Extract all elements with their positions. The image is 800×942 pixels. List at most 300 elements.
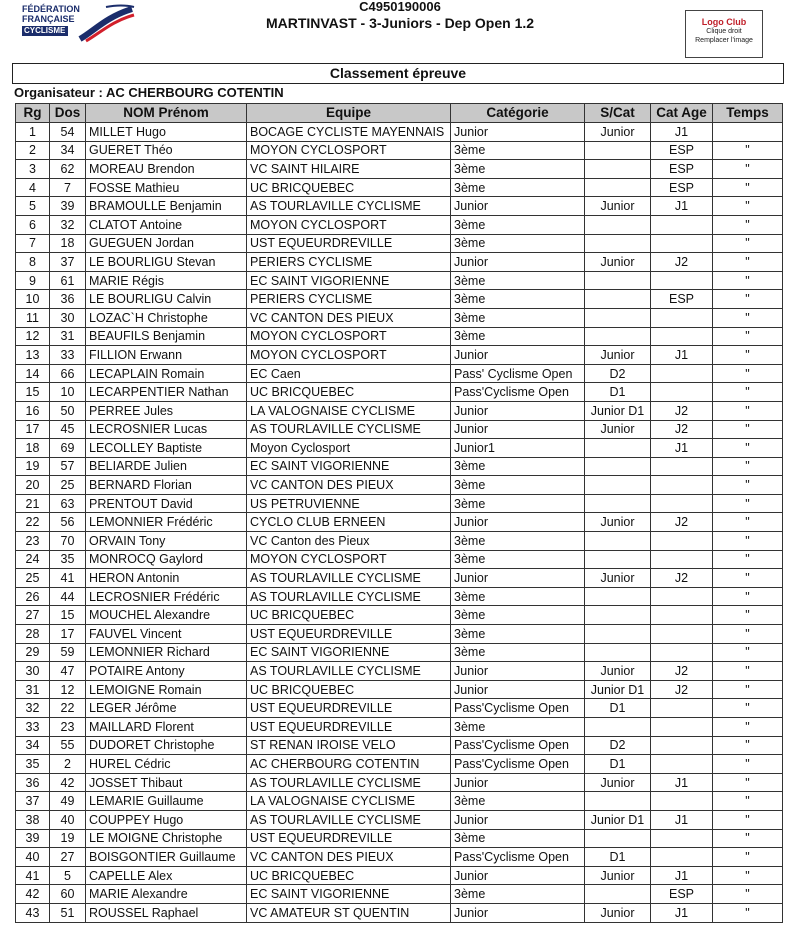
table-row [16, 494, 783, 513]
race-reference: C4950190006 [359, 0, 441, 14]
cell-scat [585, 718, 651, 737]
cell-categorie: 3ème [451, 718, 585, 737]
cell-dos: 23 [50, 718, 86, 737]
cell-categorie: 3ème [451, 290, 585, 309]
cell-catage [651, 383, 713, 402]
cell-temps: " [713, 718, 783, 737]
cell-equipe: EC SAINT VIGORIENNE [247, 457, 451, 476]
cell-categorie: Junior [451, 346, 585, 365]
table-row [16, 680, 783, 699]
table-row [16, 457, 783, 476]
cell-catage [651, 718, 713, 737]
cell-scat: D2 [585, 364, 651, 383]
cell-categorie: 3ème [451, 643, 585, 662]
cell-temps [713, 123, 783, 142]
cell-catage: J2 [651, 569, 713, 588]
cell-scat: D1 [585, 848, 651, 867]
cell-equipe: VC CANTON DES PIEUX [247, 476, 451, 495]
cell-equipe: AS TOURLAVILLE CYCLISME [247, 420, 451, 439]
cell-equipe: PERIERS CYCLISME [247, 290, 451, 309]
table-row [16, 587, 783, 606]
cell-nom: BERNARD Florian [86, 476, 247, 495]
cell-scat: Junior [585, 773, 651, 792]
cell-nom: BEAUFILS Benjamin [86, 327, 247, 346]
cell-temps: " [713, 848, 783, 867]
cell-scat: D1 [585, 383, 651, 402]
cell-temps: " [713, 699, 783, 718]
table-row [16, 569, 783, 588]
cell-catage [651, 327, 713, 346]
cell-scat [585, 141, 651, 160]
cell-nom: MOREAU Brendon [86, 160, 247, 179]
cell-catage [651, 550, 713, 569]
cell-scat: D2 [585, 736, 651, 755]
cell-catage [651, 755, 713, 774]
cell-catage [651, 625, 713, 644]
cell-dos: 54 [50, 123, 86, 142]
table-row [16, 346, 783, 365]
cell-scat [585, 606, 651, 625]
cell-dos: 63 [50, 494, 86, 513]
cell-dos: 33 [50, 346, 86, 365]
cell-rg: 10 [16, 290, 50, 309]
cell-catage: J2 [651, 401, 713, 420]
cell-dos: 55 [50, 736, 86, 755]
cell-categorie: Pass'Cyclisme Open [451, 736, 585, 755]
cell-rg: 29 [16, 643, 50, 662]
cell-dos: 22 [50, 699, 86, 718]
cell-temps: " [713, 494, 783, 513]
cell-temps: " [713, 439, 783, 458]
cell-dos: 66 [50, 364, 86, 383]
cell-catage: J2 [651, 253, 713, 272]
cell-nom: MILLET Hugo [86, 123, 247, 142]
cell-categorie: 3ème [451, 178, 585, 197]
cell-equipe: UC BRICQUEBEC [247, 383, 451, 402]
cell-scat [585, 643, 651, 662]
cell-rg: 23 [16, 532, 50, 551]
cell-scat: Junior [585, 903, 651, 922]
cell-scat: Junior [585, 197, 651, 216]
cell-rg: 22 [16, 513, 50, 532]
column-header-rg: Rg [16, 104, 50, 123]
cell-equipe: PERIERS CYCLISME [247, 253, 451, 272]
cell-categorie: Junior [451, 253, 585, 272]
table-row [16, 643, 783, 662]
cell-temps: " [713, 792, 783, 811]
cell-dos: 10 [50, 383, 86, 402]
ffc-logo-line1: FÉDÉRATION [22, 4, 80, 14]
table-row [16, 383, 783, 402]
table-row [16, 197, 783, 216]
cell-rg: 38 [16, 810, 50, 829]
cell-equipe: UST EQUEURDREVILLE [247, 829, 451, 848]
cell-dos: 30 [50, 308, 86, 327]
cell-nom: FOSSE Mathieu [86, 178, 247, 197]
cell-categorie: Pass'Cyclisme Open [451, 848, 585, 867]
cell-nom: BELIARDE Julien [86, 457, 247, 476]
cell-catage: J2 [651, 513, 713, 532]
cell-dos: 12 [50, 680, 86, 699]
cell-catage: J1 [651, 439, 713, 458]
cell-categorie: 3ème [451, 327, 585, 346]
cell-rg: 30 [16, 662, 50, 681]
cell-equipe: AS TOURLAVILLE CYCLISME [247, 773, 451, 792]
cell-rg: 7 [16, 234, 50, 253]
cell-nom: LEMONNIER Frédéric [86, 513, 247, 532]
cell-nom: LECOLLEY Baptiste [86, 439, 247, 458]
table-row [16, 625, 783, 644]
cell-catage [651, 308, 713, 327]
cell-nom: FILLION Erwann [86, 346, 247, 365]
cell-nom: MOUCHEL Alexandre [86, 606, 247, 625]
cell-categorie: 3ème [451, 215, 585, 234]
cell-rg: 17 [16, 420, 50, 439]
cell-dos: 40 [50, 810, 86, 829]
cell-equipe: MOYON CYCLOSPORT [247, 215, 451, 234]
cell-nom: COUPPEY Hugo [86, 810, 247, 829]
cell-equipe: MOYON CYCLOSPORT [247, 327, 451, 346]
cell-equipe: MOYON CYCLOSPORT [247, 346, 451, 365]
table-row [16, 699, 783, 718]
cell-scat [585, 532, 651, 551]
cell-scat [585, 494, 651, 513]
table-row [16, 476, 783, 495]
cell-temps: " [713, 364, 783, 383]
cell-rg: 27 [16, 606, 50, 625]
cell-dos: 41 [50, 569, 86, 588]
club-logo-title: Logo Club [701, 17, 747, 27]
cell-categorie: 3ème [451, 308, 585, 327]
table-row [16, 848, 783, 867]
cell-rg: 14 [16, 364, 50, 383]
cell-categorie: 3ème [451, 625, 585, 644]
table-row [16, 829, 783, 848]
table-row [16, 290, 783, 309]
cell-nom: MARIE Régis [86, 271, 247, 290]
cell-dos: 70 [50, 532, 86, 551]
cell-catage [651, 792, 713, 811]
cell-rg: 13 [16, 346, 50, 365]
cell-equipe: CYCLO CLUB ERNEEN [247, 513, 451, 532]
cell-categorie: Pass'Cyclisme Open [451, 699, 585, 718]
cell-catage [651, 364, 713, 383]
cell-dos: 69 [50, 439, 86, 458]
cell-catage [651, 587, 713, 606]
cell-catage [651, 699, 713, 718]
cell-temps: " [713, 755, 783, 774]
table-row [16, 253, 783, 272]
cell-equipe: BOCAGE CYCLISTE MAYENNAIS [247, 123, 451, 142]
table-row [16, 178, 783, 197]
cell-catage: J1 [651, 810, 713, 829]
table-row [16, 141, 783, 160]
cell-scat [585, 476, 651, 495]
cell-temps: " [713, 346, 783, 365]
cell-nom: LEGER Jérôme [86, 699, 247, 718]
table-row [16, 903, 783, 922]
cell-temps: " [713, 420, 783, 439]
cell-catage [651, 215, 713, 234]
cell-nom: LE BOURLIGU Calvin [86, 290, 247, 309]
cell-temps: " [713, 773, 783, 792]
table-row [16, 160, 783, 179]
cell-dos: 7 [50, 178, 86, 197]
table-row [16, 364, 783, 383]
cell-categorie: 3ème [451, 141, 585, 160]
cell-temps: " [713, 234, 783, 253]
cell-scat [585, 178, 651, 197]
table-row [16, 662, 783, 681]
cell-nom: MONROCQ Gaylord [86, 550, 247, 569]
cell-rg: 32 [16, 699, 50, 718]
cell-rg: 19 [16, 457, 50, 476]
cell-temps: " [713, 606, 783, 625]
cell-categorie: 3ème [451, 494, 585, 513]
cell-nom: PERREE Jules [86, 401, 247, 420]
cell-nom: HERON Antonin [86, 569, 247, 588]
table-row [16, 810, 783, 829]
cell-categorie: Junior [451, 401, 585, 420]
cell-dos: 25 [50, 476, 86, 495]
cell-dos: 61 [50, 271, 86, 290]
cell-temps: " [713, 476, 783, 495]
cell-scat [585, 215, 651, 234]
cell-temps: " [713, 308, 783, 327]
cell-equipe: LA VALOGNAISE CYCLISME [247, 792, 451, 811]
cell-nom: POTAIRE Antony [86, 662, 247, 681]
cell-catage: J1 [651, 346, 713, 365]
cell-catage [651, 271, 713, 290]
cell-dos: 57 [50, 457, 86, 476]
cell-catage: J1 [651, 903, 713, 922]
cell-rg: 24 [16, 550, 50, 569]
cell-rg: 25 [16, 569, 50, 588]
cell-categorie: 3ème [451, 885, 585, 904]
cell-scat: Junior D1 [585, 401, 651, 420]
cell-nom: LECROSNIER Frédéric [86, 587, 247, 606]
cell-equipe: LA VALOGNAISE CYCLISME [247, 401, 451, 420]
cell-equipe: MOYON CYCLOSPORT [247, 550, 451, 569]
cell-catage: ESP [651, 290, 713, 309]
cell-scat [585, 308, 651, 327]
cell-nom: LEMOIGNE Romain [86, 680, 247, 699]
cell-dos: 31 [50, 327, 86, 346]
cell-categorie: 3ème [451, 587, 585, 606]
cell-nom: BOISGONTIER Guillaume [86, 848, 247, 867]
cell-rg: 11 [16, 308, 50, 327]
cell-categorie: Junior [451, 773, 585, 792]
cell-temps: " [713, 810, 783, 829]
cell-equipe: VC AMATEUR ST QUENTIN [247, 903, 451, 922]
cell-dos: 19 [50, 829, 86, 848]
cell-scat: Junior D1 [585, 810, 651, 829]
cell-catage: J1 [651, 773, 713, 792]
cell-equipe: US PETRUVIENNE [247, 494, 451, 513]
cell-scat [585, 290, 651, 309]
cell-dos: 27 [50, 848, 86, 867]
cell-categorie: Junior [451, 680, 585, 699]
cell-catage: J1 [651, 866, 713, 885]
cell-categorie: 3ème [451, 271, 585, 290]
cell-temps: " [713, 885, 783, 904]
cell-rg: 34 [16, 736, 50, 755]
cell-categorie: Junior [451, 420, 585, 439]
cell-nom: HUREL Cédric [86, 755, 247, 774]
cell-rg: 40 [16, 848, 50, 867]
table-row [16, 718, 783, 737]
cell-nom: GUEGUEN Jordan [86, 234, 247, 253]
cell-nom: CLATOT Antoine [86, 215, 247, 234]
cell-rg: 12 [16, 327, 50, 346]
cell-categorie: Junior [451, 123, 585, 142]
ffc-logo-bar: CYCLISME [22, 26, 68, 36]
cell-dos: 45 [50, 420, 86, 439]
cell-scat: Junior [585, 866, 651, 885]
cell-scat [585, 587, 651, 606]
cell-equipe: AS TOURLAVILLE CYCLISME [247, 587, 451, 606]
cell-scat: D1 [585, 755, 651, 774]
cell-equipe: VC SAINT HILAIRE [247, 160, 451, 179]
cell-catage [651, 736, 713, 755]
column-header-equipe: Equipe [247, 104, 451, 123]
cell-rg: 6 [16, 215, 50, 234]
cell-rg: 28 [16, 625, 50, 644]
cell-nom: MARIE Alexandre [86, 885, 247, 904]
cell-equipe: Moyon Cyclosport [247, 439, 451, 458]
cell-nom: LEMARIE Guillaume [86, 792, 247, 811]
cell-rg: 35 [16, 755, 50, 774]
cell-catage: J2 [651, 420, 713, 439]
cell-temps: " [713, 197, 783, 216]
cell-categorie: Pass'Cyclisme Open [451, 755, 585, 774]
cell-nom: ORVAIN Tony [86, 532, 247, 551]
event-title: MARTINVAST - 3-Juniors - Dep Open 1.2 [265, 15, 535, 31]
cell-rg: 42 [16, 885, 50, 904]
cell-scat [585, 829, 651, 848]
table-row [16, 773, 783, 792]
cell-temps: " [713, 625, 783, 644]
cell-nom: LE MOIGNE Christophe [86, 829, 247, 848]
cell-categorie: Pass'Cyclisme Open [451, 383, 585, 402]
cell-categorie: Pass' Cyclisme Open [451, 364, 585, 383]
cell-temps: " [713, 160, 783, 179]
table-row [16, 755, 783, 774]
cell-scat [585, 439, 651, 458]
cell-equipe: AS TOURLAVILLE CYCLISME [247, 662, 451, 681]
cell-dos: 56 [50, 513, 86, 532]
cell-temps: " [713, 662, 783, 681]
cell-rg: 4 [16, 178, 50, 197]
cell-scat [585, 271, 651, 290]
cell-nom: ROUSSEL Raphael [86, 903, 247, 922]
table-row [16, 866, 783, 885]
cell-dos: 42 [50, 773, 86, 792]
cell-catage [651, 494, 713, 513]
cell-catage [651, 457, 713, 476]
cell-temps: " [713, 736, 783, 755]
column-header-categorie: Catégorie [451, 104, 585, 123]
cell-categorie: 3ème [451, 457, 585, 476]
cell-nom: LOZAC`H Christophe [86, 308, 247, 327]
cell-nom: GUERET Théo [86, 141, 247, 160]
cell-temps: " [713, 587, 783, 606]
table-row [16, 308, 783, 327]
cell-categorie: Junior [451, 569, 585, 588]
cell-equipe: EC Caen [247, 364, 451, 383]
cell-nom: MAILLARD Florent [86, 718, 247, 737]
cell-dos: 15 [50, 606, 86, 625]
results-table [15, 103, 783, 923]
cell-categorie: Junior [451, 197, 585, 216]
cell-dos: 2 [50, 755, 86, 774]
cell-temps: " [713, 829, 783, 848]
cell-scat [585, 885, 651, 904]
cell-catage [651, 234, 713, 253]
cell-temps: " [713, 178, 783, 197]
table-row [16, 606, 783, 625]
cell-rg: 36 [16, 773, 50, 792]
table-row [16, 234, 783, 253]
cell-rg: 33 [16, 718, 50, 737]
column-header-nom: NOM Prénom [86, 104, 247, 123]
cell-equipe: UST EQUEURDREVILLE [247, 699, 451, 718]
column-header-catage: Cat Age [651, 104, 713, 123]
cell-temps: " [713, 569, 783, 588]
cell-equipe: UC BRICQUEBEC [247, 680, 451, 699]
cell-scat [585, 457, 651, 476]
table-header-row [16, 104, 783, 123]
cell-temps: " [713, 903, 783, 922]
cell-rg: 1 [16, 123, 50, 142]
cell-equipe: VC Canton des Pieux [247, 532, 451, 551]
table-row [16, 327, 783, 346]
cell-rg: 3 [16, 160, 50, 179]
cell-rg: 16 [16, 401, 50, 420]
cell-equipe: UST EQUEURDREVILLE [247, 625, 451, 644]
cell-nom: BRAMOULLE Benjamin [86, 197, 247, 216]
cell-catage [651, 476, 713, 495]
cell-scat: Junior [585, 420, 651, 439]
cell-dos: 32 [50, 215, 86, 234]
table-row [16, 215, 783, 234]
table-row [16, 550, 783, 569]
cell-rg: 39 [16, 829, 50, 848]
cell-dos: 36 [50, 290, 86, 309]
cell-equipe: EC SAINT VIGORIENNE [247, 271, 451, 290]
cell-temps: " [713, 141, 783, 160]
cell-temps: " [713, 866, 783, 885]
table-row [16, 532, 783, 551]
cell-scat: Junior [585, 569, 651, 588]
cell-nom: LECAPLAIN Romain [86, 364, 247, 383]
cell-scat [585, 550, 651, 569]
cell-dos: 51 [50, 903, 86, 922]
cell-rg: 41 [16, 866, 50, 885]
cell-dos: 44 [50, 587, 86, 606]
cell-rg: 21 [16, 494, 50, 513]
table-row [16, 420, 783, 439]
cell-categorie: 3ème [451, 476, 585, 495]
cell-rg: 37 [16, 792, 50, 811]
cell-equipe: UST EQUEURDREVILLE [247, 718, 451, 737]
table-row [16, 885, 783, 904]
cell-equipe: VC CANTON DES PIEUX [247, 848, 451, 867]
cell-catage [651, 829, 713, 848]
cell-categorie: 3ème [451, 606, 585, 625]
cell-scat: Junior D1 [585, 680, 651, 699]
club-logo-placeholder [685, 10, 763, 58]
